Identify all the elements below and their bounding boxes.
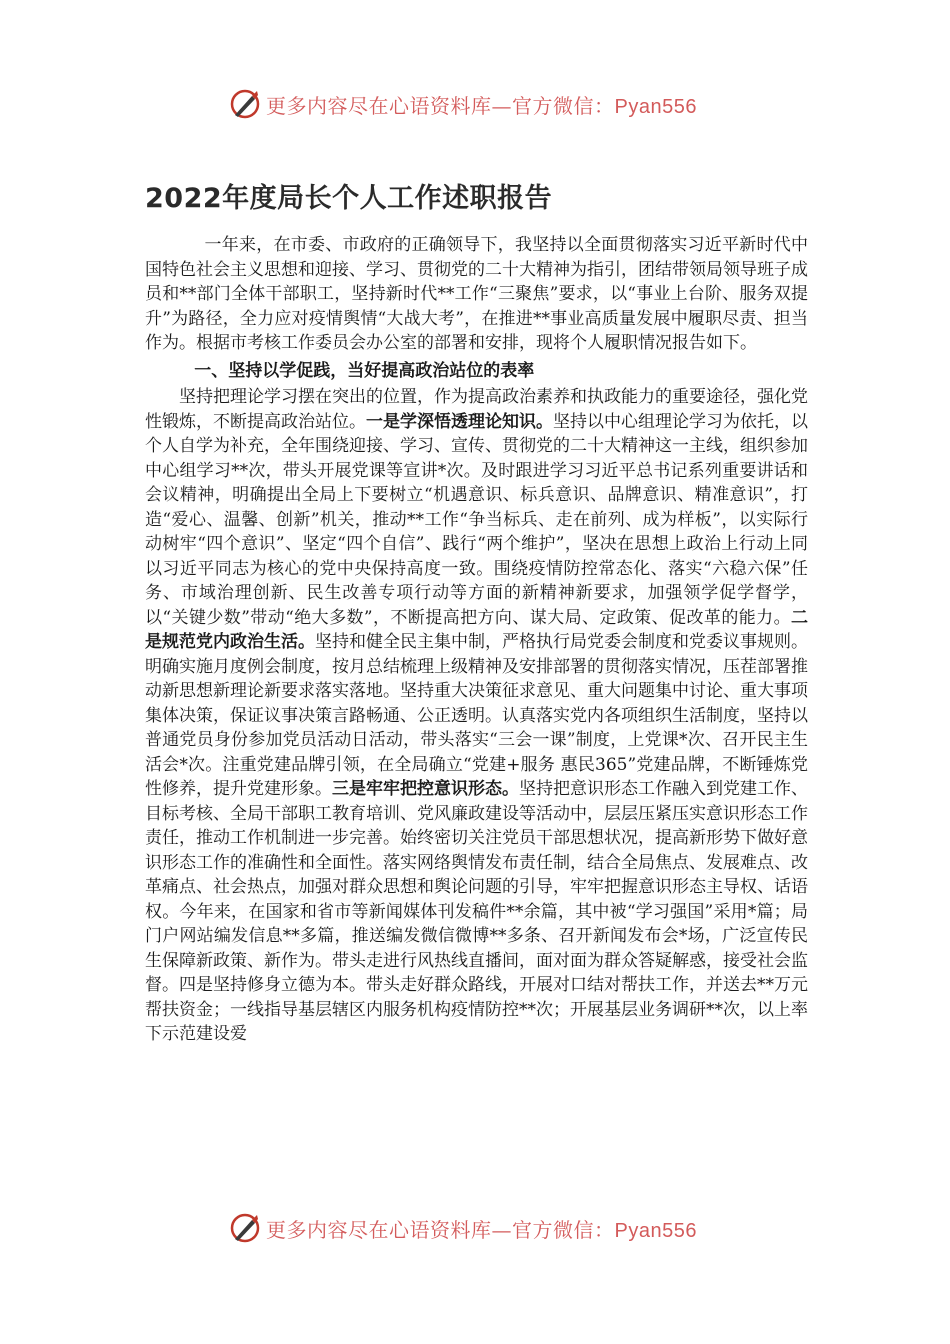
section-heading: 一、坚持以学促践，当好提高政治站位的表率 xyxy=(194,360,535,381)
point-1-heading: 一是学深悟透理论知识。 xyxy=(366,411,553,432)
point-2-heading: 二是规范党内政治生活。 xyxy=(145,607,808,652)
document-title: 2022年度局长个人工作述职报告 xyxy=(145,183,553,214)
quill-logo-icon xyxy=(228,1211,262,1245)
watermark-text: 更多内容尽在心语资料库—官方微信：Pyan556 xyxy=(266,93,697,118)
section-paragraph: 坚持把理论学习摆在突出的位置，作为提高政治素养和执政能力的重要途径，强化党性锻炼，不断提高政治站位。一是学深悟透理论知识。坚持以中心组理论学习为依托，以个人自学为补充，全年围绕迎接、学习、宣传、贯彻党的二十大精神这一主线，组织参加中心组学习**次，带头开展党课等宣讲*次。及时跟进学习习近平总书记系列重要讲话和会议精神，明确提出全局上下要树立“机遇意识、标兵意识、品牌意识、精准意识”，打造“爱心、温馨、创新”机关，推动**工作“争当标兵、走在前列、成为样板”，以实际行动树牢“四个意识”、坚定“四个自信”、践行“两个维护”，坚决在思想上政治上行动上同以习近平同志为核心的党中央保持高度一致。围绕疫情防控常态化、落实“六稳六保”任务、市域治理创新、民生改善专项行动等方面的新精神新要求，加强领学促学督学，以“关键少数”带动“绝大多数”，不断提高把方向、谋大局、定政策、促改革的能力。二是规范党内政治生活。坚持和健全民主集中制，严格执行局党委会制度和党委议事规则。明确实施月度例会制度，按月总结梳理上级精神及安排部署的贯彻落实情况，压茬部署推动新思想新理论新要求落实落地。坚持重大决策征求意见、重大问题集中讨论、重大事项集体决策，保证议事决策言路畅通、公正透明。认真落实党内各项组织生活制度，坚持以普通党员身份参加党员活动日活动，带头落实“三会一课”制度，上党课*次、召开民主生活会*次。注重党建品牌引领，在全局确立“党建+服务 惠民365”党建品牌，不断锤炼党性修养，提升党建形象。三是牢牢把控意识形态。坚持把意识形态工作融入到党建工作、目标考核、全局干部职工教育培训、党风廉政建设等活动中，层层压紧压实意识形态工作责任，推动工作机制进一步完善。始终密切关注党员干部思想状况，提高新形势下做好意识形态工作的准确性和全面性。落实网络舆情发布责任制，结合全局焦点、发展难点、改革痛点、社会热点，加强对群众思想和舆论问题的引导，牢牢把握意识形态主导权、话语权。今年来，在国家和省市等新闻媒体刊发稿件**余篇，其中被“学习强国”采用*篇；局门户网站编发信息**多篇，推送编发微信微博**多条、召开新闻发布会*场，广泛宣传民生保障新政策、新作为。带头走进行风热线直播间，面对面为群众答疑解惑，接受社会监督。四是坚持修身立德为本。带头走好群众路线，开展对口结对帮扶工作，并送去**万元帮扶资金；一线指导基层辖区内服务机构疫情防控**次；开展基层业务调研**次，以上率下示范建设爱 xyxy=(145,387,808,1044)
watermark-text: 更多内容尽在心语资料库—官方微信：Pyan556 xyxy=(266,1217,697,1242)
point-3-heading: 三是牢牢把控意识形态。 xyxy=(332,779,519,799)
quill-logo-icon xyxy=(228,87,262,121)
document-body xyxy=(145,233,808,1047)
intro-paragraph: 一年来，在市委、市政府的正确领导下，我坚持以全面贯彻落实习近平新时代中国特色社会主义思想和迎接、学习、贯彻党的二十大精神为指引，团结带领局领导班子成员和**部门全体干部职工，坚持新时代**工作“三聚焦”要求，以“事业上台阶、服务双提升”为路径，全力应对疫情舆情“大战大考”，在推进**事业高质量发展中履职尽责、担当作为。根据市考核工作委员会办公室的部署和安排，现将个人履职情况报告如下。 xyxy=(145,235,808,353)
watermark-banner-bottom xyxy=(228,1210,748,1246)
watermark-banner-top xyxy=(228,86,748,122)
